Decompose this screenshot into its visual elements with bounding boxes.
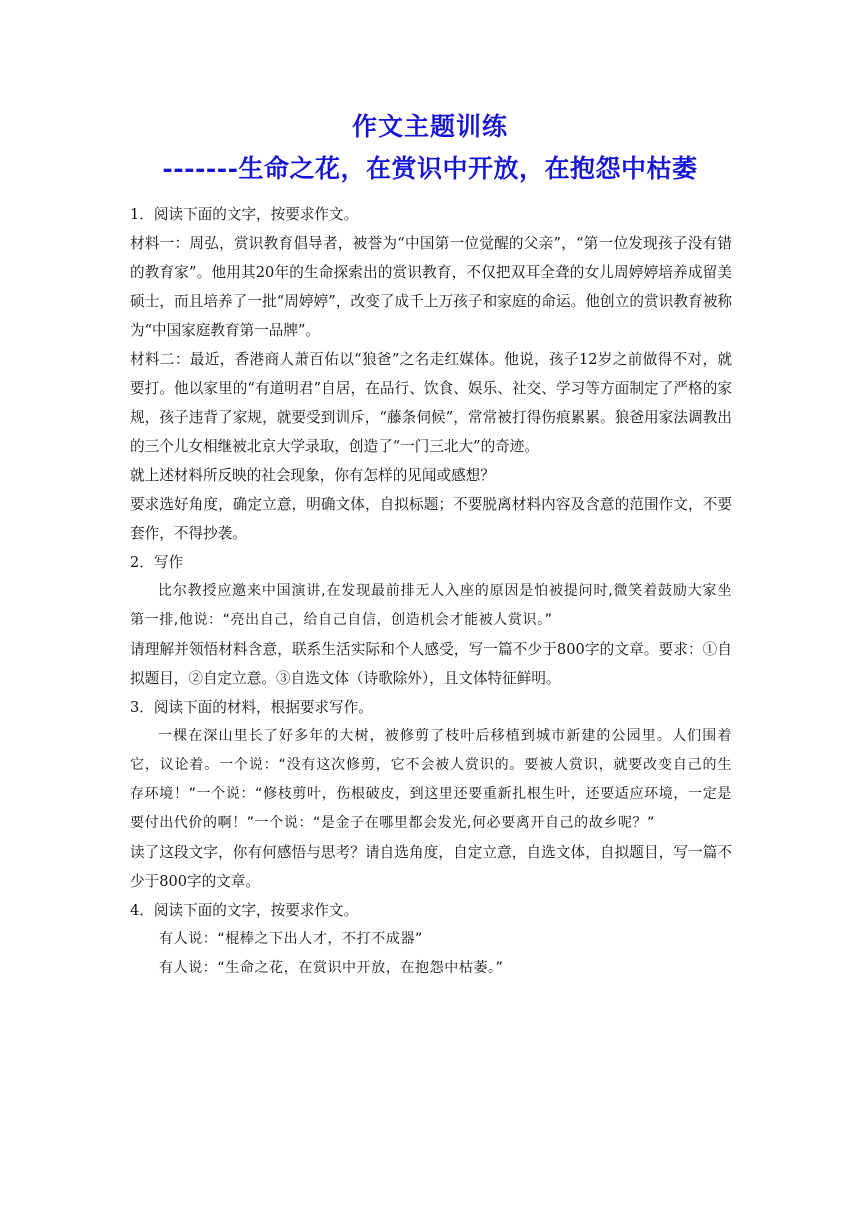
q4-quote-2: 有人说：“生命之花，在赏识中开放，在抱怨中枯萎。” <box>159 960 504 976</box>
q1-question: 就上述材料所反映的社会现象，你有怎样的见闻或感想？ <box>130 467 495 484</box>
q1-heading: 1．阅读下面的文字，按要求作文。 <box>130 206 359 223</box>
q4-quote-1: 有人说：“棍棒之下出人才，不打不成器” <box>159 931 423 947</box>
title-block <box>0 108 860 190</box>
document-body <box>130 200 732 983</box>
q3-heading: 3．阅读下面的材料，根据要求写作。 <box>130 699 373 716</box>
page-title: 作文主题训练 <box>351 112 508 141</box>
q2-heading: 2．写作 <box>130 554 184 571</box>
q3-requirement: 读了这段文字，你有何感悟与思考？请自选角度，自定立意，自选文体，自拟题目，写一篇不少于800字的文章。 <box>130 844 732 890</box>
q3-material: 一棵在深山里长了好多年的大树，被修剪了枝叶后移植到城市新建的公园里。人们围着它，议论着。一个说：“没有这次修剪，它不会被人赏识的。要被人赏识，就要改变自己的生存环境！”一个说：“修枝剪叶，伤根破皮，到这里还要重新扎根生叶，还要适应环境，一定是要付出代价的啊！”一个说：“是金子在哪里都会发光,何必要离开自己的故乡呢？” <box>130 728 732 831</box>
q2-requirement: 请理解并领悟材料含意，联系生活实际和个人感受，写一篇不少于800字的文章。要求：①自拟题目，②自定立意。③自选文体（诗歌除外），且文体特征鲜明。 <box>130 641 732 687</box>
q4-heading: 4．阅读下面的文字，按要求作文。 <box>130 902 359 919</box>
q1-requirement: 要求选好角度，确定立意，明确文体，自拟标题；不要脱离材料内容及含意的范围作文，不要套作，不得抄袭。 <box>130 496 732 542</box>
q1-material-1: 材料一：周弘，赏识教育倡导者，被誉为“中国第一位觉醒的父亲”，“第一位发现孩子没有错的教育家”。他用其20年的生命探索出的赏识教育，不仅把双耳全聋的女儿周婷婷培养成留美硕士，而且培养了一批“周婷婷”，改变了成千上万孩子和家庭的命运。他创立的赏识教育被称为“中国家庭教育第一品牌”。 <box>130 235 732 339</box>
page-subtitle: -------生命之花，在赏识中开放，在抱怨中枯萎 <box>162 154 698 183</box>
q2-material: 比尔教授应邀来中国演讲,在发现最前排无人入座的原因是怕被提问时,微笑着鼓励大家坐第一排,他说：“亮出自己，给自己自信，创造机会才能被人赏识。” <box>130 583 732 628</box>
q1-material-2: 材料二：最近，香港商人萧百佑以“狼爸”之名走红媒体。他说，孩子12岁之前做得不对，就要打。他以家里的“有道明君”自居，在品行、饮食、娱乐、社交、学习等方面制定了严格的家规，孩子违背了家规，就要受到训斥，“藤条伺候”，常常被打得伤痕累累。狼爸用家法调教出的三个儿女相继被北京大学录取，创造了“一门三北大”的奇迹。 <box>130 351 732 455</box>
